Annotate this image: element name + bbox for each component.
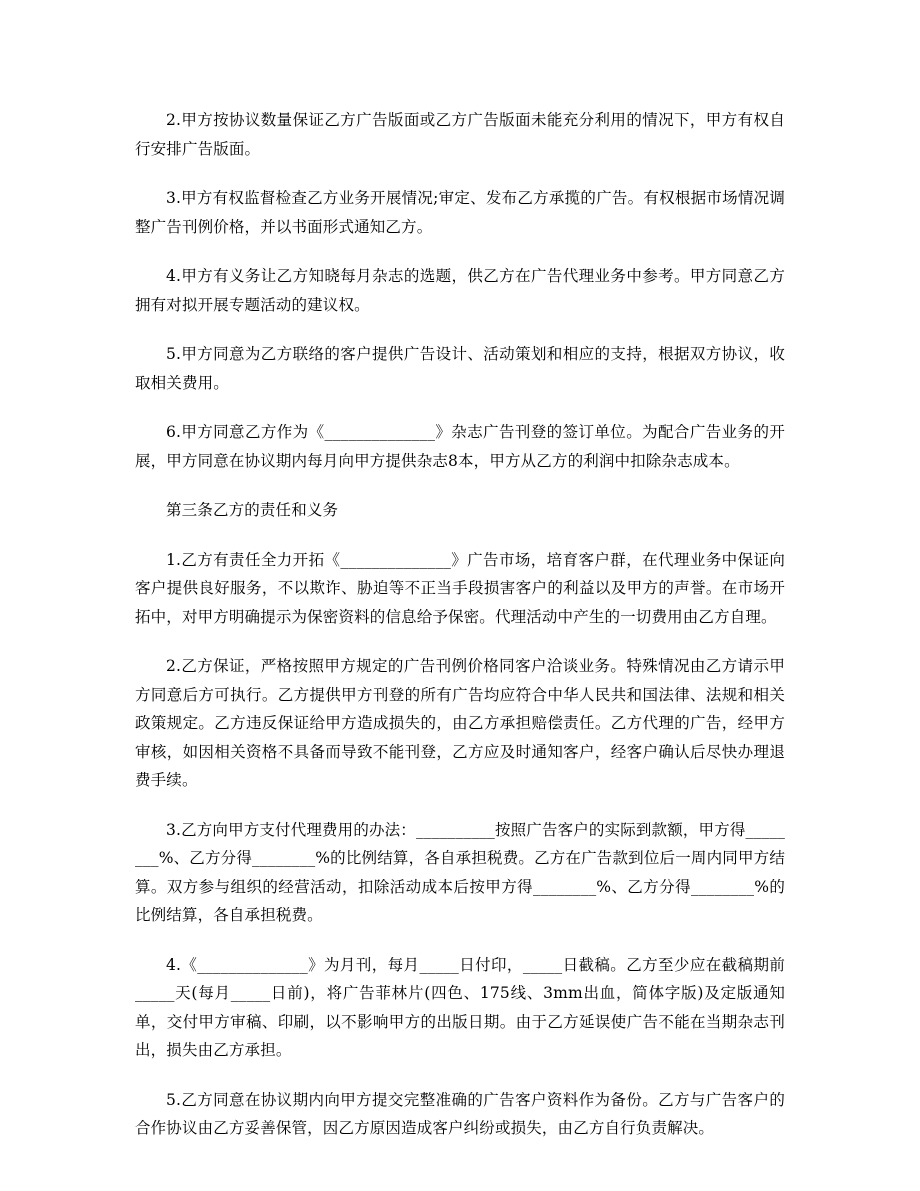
clause-b-5: 5.乙方同意在协议期内向甲方提交完整准确的广告客户资料作为备份。乙方与广告客户的合作协议由乙方妥善保管，因乙方原因造成客户纠纷或损失，由乙方自行负责解决。 bbox=[135, 1090, 785, 1137]
clause-a-4: 4.甲方有义务让乙方知晓每月杂志的选题，供乙方在广告代理业务中参考。甲方同意乙方拥有对拟开展专题活动的建议权。 bbox=[135, 267, 785, 314]
section-heading-article-3: 第三条乙方的责任和义务 bbox=[166, 501, 339, 519]
clause-a-5: 5.甲方同意为乙方联络的客户提供广告设计、活动策划和相应的支持，根据双方协议，收取相关费用。 bbox=[135, 345, 785, 392]
document-body bbox=[135, 106, 785, 1164]
clause-b-1: 1.乙方有责任全力开拓《______________》广告市场，培育客户群，在代理业务中保证向客户提供良好服务，不以欺诈、胁迫等不正当手段损害客户的利益以及甲方的声誉。在市场开拓中，对甲方明确提示为保密资料的信息给予保密。代理活动中产生的一切费用由乙方自理。 bbox=[135, 550, 785, 626]
clause-b-3: 3.乙方向甲方支付代理费用的办法：__________按照广告客户的实际到款额，甲方得________%、乙方分得________%的比例结算，各自承担税费。乙方在广告款到位后一周内同甲方结算。双方参与组织的经营活动，扣除活动成本后按甲方得________%、乙方分得________%的比例结算，各自承担税费。 bbox=[135, 820, 785, 924]
clause-a-3: 3.甲方有权监督检查乙方业务开展情况;审定、发布乙方承揽的广告。有权根据市场情况调整广告刊例价格，并以书面形式通知乙方。 bbox=[135, 189, 785, 236]
clause-b-4: 4.《______________》为月刊，每月_____日付印，_____日截稿。乙方至少应在截稿期前_____天(每月_____日前)，将广告菲林片(四色、175线、3mm出血，简体字版)及定版通知单，交付甲方审稿、印刷，以不影响甲方的出版日期。由于乙方延误使广告不能在当期杂志刊出，损失由乙方承担。 bbox=[135, 955, 785, 1059]
clause-a-6: 6.甲方同意乙方作为《______________》杂志广告刊登的签订单位。为配合广告业务的开展，甲方同意在协议期内每月向甲方提供杂志8本，甲方从乙方的利润中扣除杂志成本。 bbox=[135, 423, 785, 470]
clause-a-2: 2.甲方按协议数量保证乙方广告版面或乙方广告版面未能充分利用的情况下，甲方有权自行安排广告版面。 bbox=[135, 111, 785, 158]
clause-b-2: 2.乙方保证，严格按照甲方规定的广告刊例价格同客户洽谈业务。特殊情况由乙方请示甲方同意后方可执行。乙方提供甲方刊登的所有广告均应符合中华人民共和国法律、法规和相关政策规定。乙方违反保证给甲方造成损失的，由乙方承担赔偿责任。乙方代理的广告，经甲方审核，如因相关资格不具备而导致不能刊登，乙方应及时通知客户，经客户确认后尽快办理退费手续。 bbox=[135, 657, 785, 789]
